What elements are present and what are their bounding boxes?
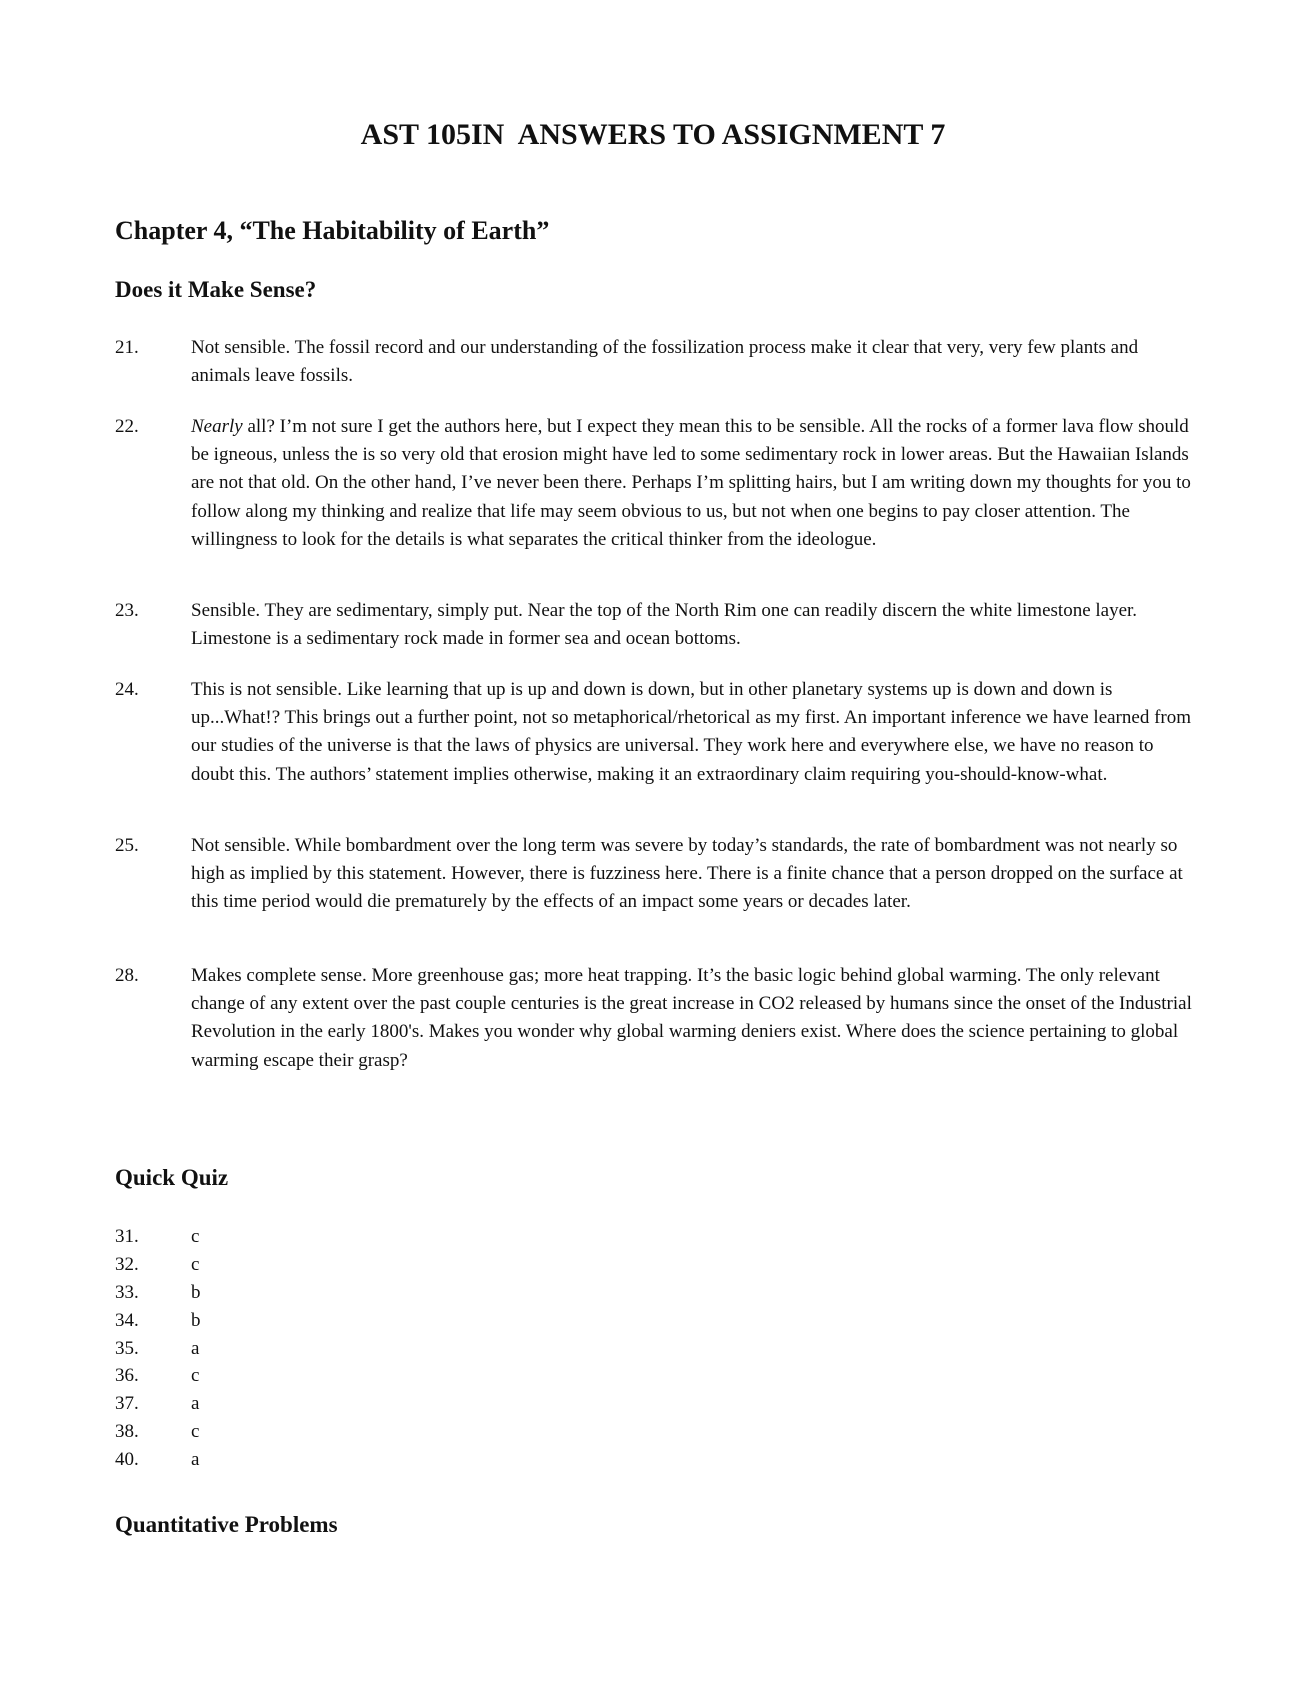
answer-item <box>115 597 1195 653</box>
quiz-item <box>115 1446 201 1474</box>
answer-emphasis: Nearly <box>191 416 243 437</box>
answer-item <box>115 962 1195 1075</box>
quiz-item <box>115 1390 201 1418</box>
quiz-number: 34. <box>115 1309 139 1331</box>
quick-quiz-list <box>115 1223 201 1474</box>
quiz-answer: b <box>191 1281 201 1303</box>
answer-item <box>115 676 1195 789</box>
make-sense-list <box>115 676 1195 789</box>
answer-number: 23. <box>115 600 139 621</box>
document-title: AST 105IN ANSWERS TO ASSIGNMENT 7 <box>360 118 946 151</box>
quiz-item <box>115 1307 201 1335</box>
answer-number: 28. <box>115 965 139 986</box>
quiz-answer: c <box>191 1365 200 1387</box>
section-heading-quantitative: Quantitative Problems <box>115 1512 338 1537</box>
section-heading-quick-quiz: Quick Quiz <box>115 1165 229 1190</box>
quiz-answer: c <box>191 1253 200 1275</box>
quiz-number: 33. <box>115 1281 139 1303</box>
quiz-number: 36. <box>115 1365 139 1387</box>
answer-item <box>115 334 1195 390</box>
answer-text: Not sensible. While bombardment over the long term was severe by today’s standards, the rate of bombardment was not nearly so high as implied by this statement. However, there is fuzziness here. There is a finite chance that a person dropped on the surface at this time period would die prematurely by the effects of an impact some years or decades later. <box>191 835 1183 913</box>
answer-number: 25. <box>115 835 139 856</box>
quiz-answer: c <box>191 1421 200 1443</box>
chapter-heading: Chapter 4, “The Habitability of Earth” <box>115 216 550 245</box>
quiz-answer: a <box>191 1337 200 1359</box>
make-sense-list <box>115 962 1195 1075</box>
answer-number: 22. <box>115 416 139 437</box>
answer-text: Makes complete sense. More greenhouse gas; more heat trapping. It’s the basic logic behind global warming. The only relevant change of any extent over the past couple centuries is the great increase in CO2 released by humans since the onset of the Industrial Revolution in the early 1800's. Makes you wonder why global warming deniers exist. Where does the science pertaining to global warming escape their grasp? <box>191 965 1192 1071</box>
make-sense-list <box>115 334 1195 390</box>
answer-text: This is not sensible. Like learning that up is up and down is down, but in other planetary systems up is down and down is up...What!? This brings out a further point, not so metaphorical/rhetorical as my first. An important inference we have learned from our studies of the universe is that the laws of physics are universal. They work here and everywhere else, we have no reason to doubt this. The authors’ statement implies otherwise, making it an extraordinary claim requiring you-should-know-what. <box>191 679 1192 785</box>
section-heading-make-sense: Does it Make Sense? <box>115 277 317 302</box>
quiz-answer: c <box>191 1226 200 1247</box>
make-sense-list <box>115 832 1195 917</box>
quiz-item <box>115 1279 201 1307</box>
quiz-number: 38. <box>115 1421 139 1443</box>
answer-text-body: all? I’m not sure I get the authors here, but I expect they mean this to be sensible. All the rocks of a former lava flow should be igneous, unless the is so very old that erosion might have led to some sedimentary rock in lower areas. But the Hawaiian Islands are not that old. On the other hand, I’ve never been there. Perhaps I’m splitting hairs, but I am writing down my thoughts for you to follow along my thinking and realize that life may seem obvious to us, but not when one begins to pay closer attention. The willingness to look for the details is what separates the critical thinker from the ideologue. <box>191 416 1191 550</box>
answer-number: 24. <box>115 679 139 700</box>
quiz-answer: a <box>191 1449 200 1471</box>
quiz-item <box>115 1362 201 1390</box>
answer-number: 21. <box>115 337 139 358</box>
make-sense-list <box>115 413 1195 554</box>
quiz-answer: a <box>191 1393 200 1415</box>
quiz-item <box>115 1223 201 1251</box>
answer-text <box>191 413 1195 554</box>
answer-item <box>115 413 1195 554</box>
quiz-number: 35. <box>115 1337 139 1359</box>
answer-item <box>115 832 1195 917</box>
make-sense-list <box>115 597 1195 653</box>
quiz-number: 37. <box>115 1393 139 1415</box>
quiz-item <box>115 1418 201 1446</box>
quiz-number: 40. <box>115 1449 139 1471</box>
answer-text: Sensible. They are sedimentary, simply put. Near the top of the North Rim one can readily discern the white limestone layer. Limestone is a sedimentary rock made in former sea and ocean bottoms. <box>191 600 1138 650</box>
quiz-answer: b <box>191 1309 201 1331</box>
quiz-number: 32. <box>115 1253 139 1275</box>
answer-text: Not sensible. The fossil record and our understanding of the fossilization process make it clear that very, very few plants and animals leave fossils. <box>191 337 1139 387</box>
quiz-item <box>115 1251 201 1279</box>
quiz-number: 31. <box>115 1226 139 1247</box>
quiz-item <box>115 1335 201 1363</box>
